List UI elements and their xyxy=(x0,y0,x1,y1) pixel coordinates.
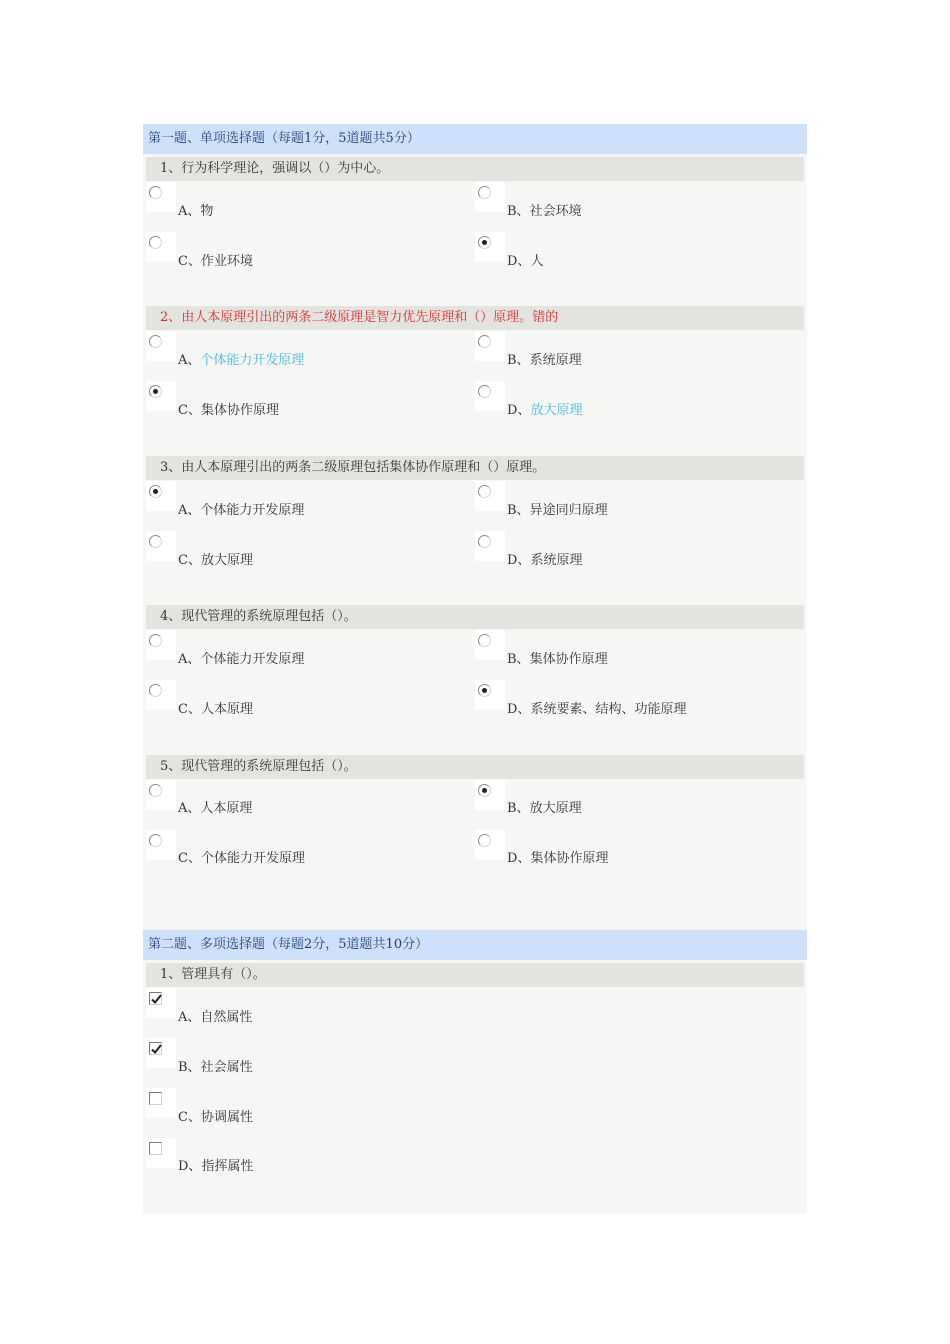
checkbox-m1-a[interactable] xyxy=(146,988,176,1018)
radio-q4-b[interactable] xyxy=(475,630,505,660)
question-4-title: 4、现代管理的系统原理包括（）。 xyxy=(146,605,804,629)
radio-q5-d[interactable] xyxy=(475,830,505,860)
question-multi-1-title: 1、管理具有（）。 xyxy=(146,963,804,987)
radio-q5-a[interactable] xyxy=(146,780,176,810)
checkbox-checked-icon xyxy=(149,1042,162,1055)
radio-icon xyxy=(149,335,162,348)
option-q2-a: A、个体能力开发原理 xyxy=(178,353,305,368)
radio-icon xyxy=(478,385,491,398)
option-q1-d: D、人 xyxy=(507,254,544,269)
radio-icon xyxy=(149,784,162,797)
option-q1-c: C、作业环境 xyxy=(178,254,253,269)
question-2-title: 2、由人本原理引出的两条二级原理是智力优先原理和（）原理。错的 xyxy=(146,306,804,330)
option-q3-d: D、系统原理 xyxy=(507,553,583,568)
option-q5-d: D、集体协作原理 xyxy=(507,851,609,866)
radio-q4-c[interactable] xyxy=(146,680,176,710)
option-q3-a: A、个体能力开发原理 xyxy=(178,503,305,518)
radio-q3-d[interactable] xyxy=(475,531,505,561)
option-m1-a: A、自然属性 xyxy=(178,1010,253,1025)
radio-icon xyxy=(478,186,491,199)
radio-q4-d[interactable] xyxy=(475,680,505,710)
quiz-panel xyxy=(143,124,807,1214)
radio-selected-icon xyxy=(478,684,491,697)
radio-icon xyxy=(478,335,491,348)
checkbox-checked-icon xyxy=(149,992,162,1005)
radio-q1-a[interactable] xyxy=(146,182,176,212)
checkbox-icon xyxy=(149,1142,162,1155)
option-q4-a: A、个体能力开发原理 xyxy=(178,652,305,667)
radio-q2-b[interactable] xyxy=(475,331,505,361)
radio-icon xyxy=(149,634,162,647)
checkbox-m1-d[interactable] xyxy=(146,1138,176,1168)
option-q5-b: B、放大原理 xyxy=(507,801,582,816)
radio-q3-c[interactable] xyxy=(146,531,176,561)
option-q4-b: B、集体协作原理 xyxy=(507,652,608,667)
section-header-multiple-choice: 第二题、多项选择题（每题2分，5道题共10分） xyxy=(143,930,807,960)
radio-q2-d[interactable] xyxy=(475,381,505,411)
option-q1-b: B、社会环境 xyxy=(507,204,582,219)
option-q3-c: C、放大原理 xyxy=(178,553,253,568)
radio-q2-c[interactable] xyxy=(146,381,176,411)
checkbox-m1-b[interactable] xyxy=(146,1038,176,1068)
radio-selected-icon xyxy=(478,784,491,797)
radio-q1-c[interactable] xyxy=(146,232,176,262)
radio-selected-icon xyxy=(149,485,162,498)
option-q5-a: A、人本原理 xyxy=(178,801,253,816)
checkbox-icon xyxy=(149,1092,162,1105)
option-q3-b: B、异途同归原理 xyxy=(507,503,608,518)
radio-icon xyxy=(149,186,162,199)
radio-icon xyxy=(478,485,491,498)
radio-q1-d[interactable] xyxy=(475,232,505,262)
option-m1-c: C、协调属性 xyxy=(178,1110,253,1125)
radio-selected-icon xyxy=(478,236,491,249)
section-header-single-choice: 第一题、单项选择题（每题1分，5道题共5分） xyxy=(143,124,807,154)
radio-q4-a[interactable] xyxy=(146,630,176,660)
radio-q5-b[interactable] xyxy=(475,780,505,810)
option-q2-d: D、放大原理 xyxy=(507,403,583,418)
radio-icon xyxy=(478,834,491,847)
question-1-title: 1、行为科学理论，强调以（）为中心。 xyxy=(146,157,804,181)
option-q2-b: B、系统原理 xyxy=(507,353,582,368)
option-q4-c: C、人本原理 xyxy=(178,702,253,717)
option-m1-d: D、指挥属性 xyxy=(178,1159,254,1174)
radio-q1-b[interactable] xyxy=(475,182,505,212)
radio-icon xyxy=(478,634,491,647)
option-q2-c: C、集体协作原理 xyxy=(178,403,279,418)
radio-q5-c[interactable] xyxy=(146,830,176,860)
option-m1-b: B、社会属性 xyxy=(178,1060,253,1075)
question-3-title: 3、由人本原理引出的两条二级原理包括集体协作原理和（）原理。 xyxy=(146,456,804,480)
radio-q3-b[interactable] xyxy=(475,481,505,511)
radio-q3-a[interactable] xyxy=(146,481,176,511)
radio-icon xyxy=(478,535,491,548)
radio-icon xyxy=(149,236,162,249)
radio-icon xyxy=(149,834,162,847)
option-q1-a: A、物 xyxy=(178,204,214,219)
option-q5-c: C、个体能力开发原理 xyxy=(178,851,305,866)
question-5-title: 5、现代管理的系统原理包括（）。 xyxy=(146,755,804,779)
checkbox-m1-c[interactable] xyxy=(146,1088,176,1118)
radio-icon xyxy=(149,535,162,548)
radio-icon xyxy=(149,684,162,697)
radio-q2-a[interactable] xyxy=(146,331,176,361)
radio-selected-icon xyxy=(149,385,162,398)
option-q4-d: D、系统要素、结构、功能原理 xyxy=(507,702,687,717)
